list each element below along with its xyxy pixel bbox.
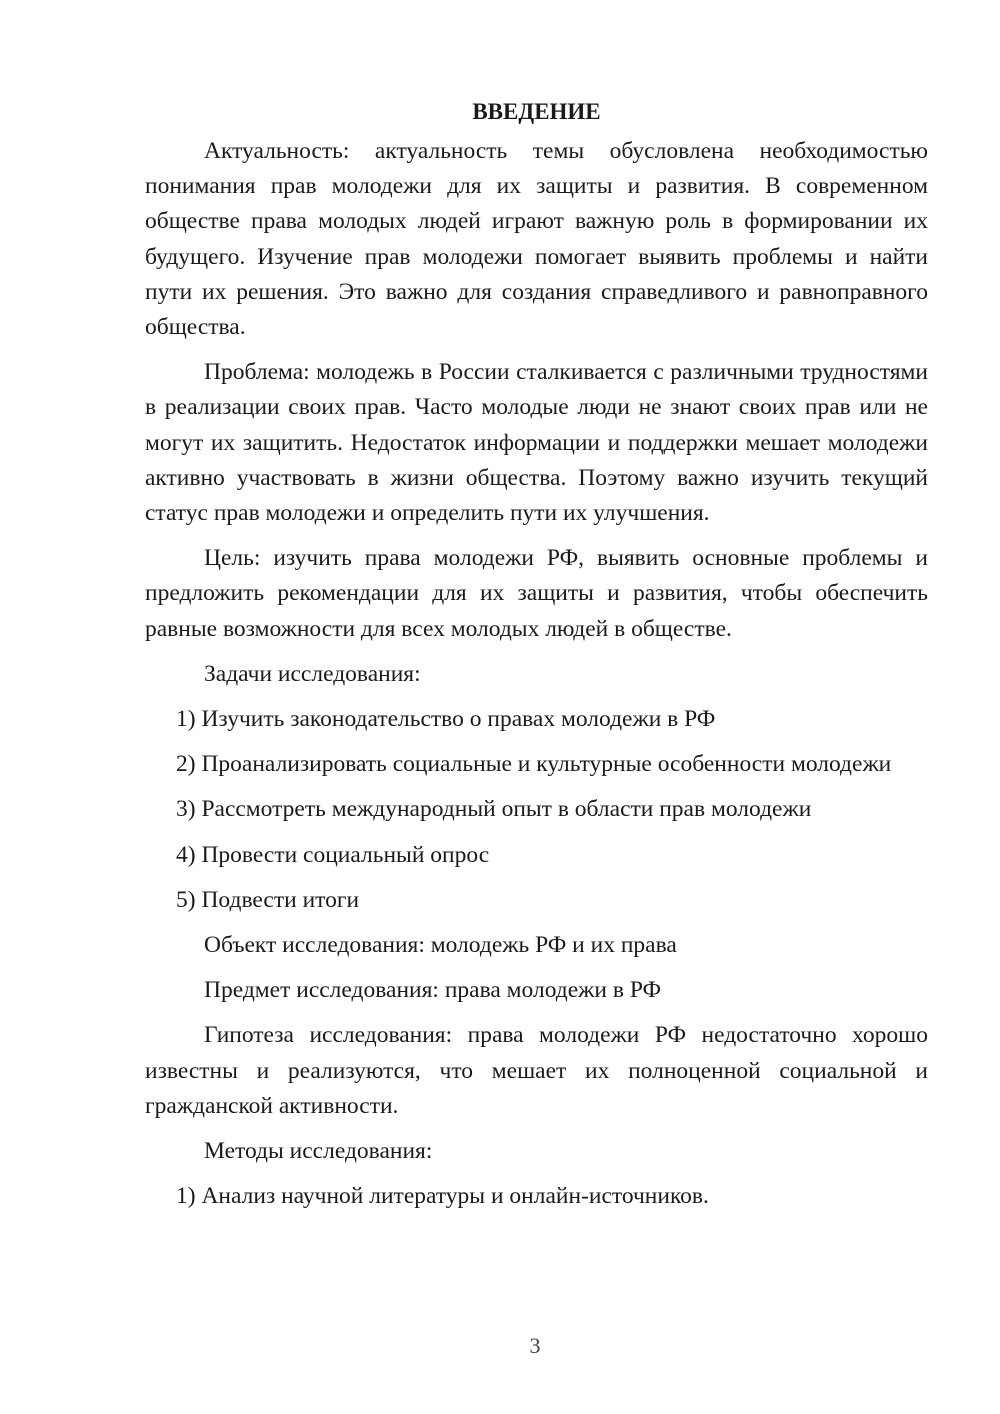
page-content <box>145 94 928 1224</box>
paragraph-problem: Проблема: молодежь в России сталкивается с различными трудностями в реализации своих прав. Часто молодые люди не знают своих прав или не могут их защитить. Недостаток информации и поддержки мешает молодежи активно участвовать в жизни общества. Поэтому важно изучить текущий статус прав молодежи и определить пути их улучшения. <box>145 359 928 527</box>
list-item-task-4: 4) Провести социальный опрос <box>176 841 490 868</box>
page-title: ВВЕДЕНИЕ <box>472 99 601 124</box>
paragraph-methods-heading: Методы исследования: <box>204 1138 433 1165</box>
paragraph-hypothesis: Гипотеза исследования: права молодежи РФ недостаточно хорошо известны и реализуются, что мешает их полноценной социальной и гражданской активности. <box>145 1022 928 1119</box>
list-item-task-3: 3) Рассмотреть международный опыт в области прав молодежи <box>176 796 812 823</box>
list-item-method-1: 1) Анализ научной литературы и онлайн-источников. <box>176 1183 709 1210</box>
page-number: 3 <box>529 1333 541 1358</box>
paragraph-subject: Предмет исследования: права молодежи в РФ <box>204 977 662 1004</box>
paragraph-relevance: Актуальность: актуальность темы обусловлена необходимостью понимания прав молодежи для их защиты и развития. В современном обществе права молодых людей играют важную роль в формировании их будущего. Изучение прав молодежи помогает выявить проблемы и найти пути их решения. Это важно для создания справедливого и равноправного общества. <box>145 138 928 341</box>
list-item-task-2: 2) Проанализировать социальные и культурные особенности молодежи <box>176 751 892 778</box>
paragraph-tasks-heading: Задачи исследования: <box>204 660 421 687</box>
paragraph-goal: Цель: изучить права молодежи РФ, выявить основные проблемы и предложить рекомендации для их защиты и развития, чтобы обеспечить равные возможности для всех молодых людей в обществе. <box>145 545 928 642</box>
list-item-task-1: 1) Изучить законодательство о правах молодежи в РФ <box>176 706 716 733</box>
paragraph-object: Объект исследования: молодежь РФ и их права <box>204 932 677 959</box>
list-item-task-5: 5) Подвести итоги <box>176 886 360 913</box>
